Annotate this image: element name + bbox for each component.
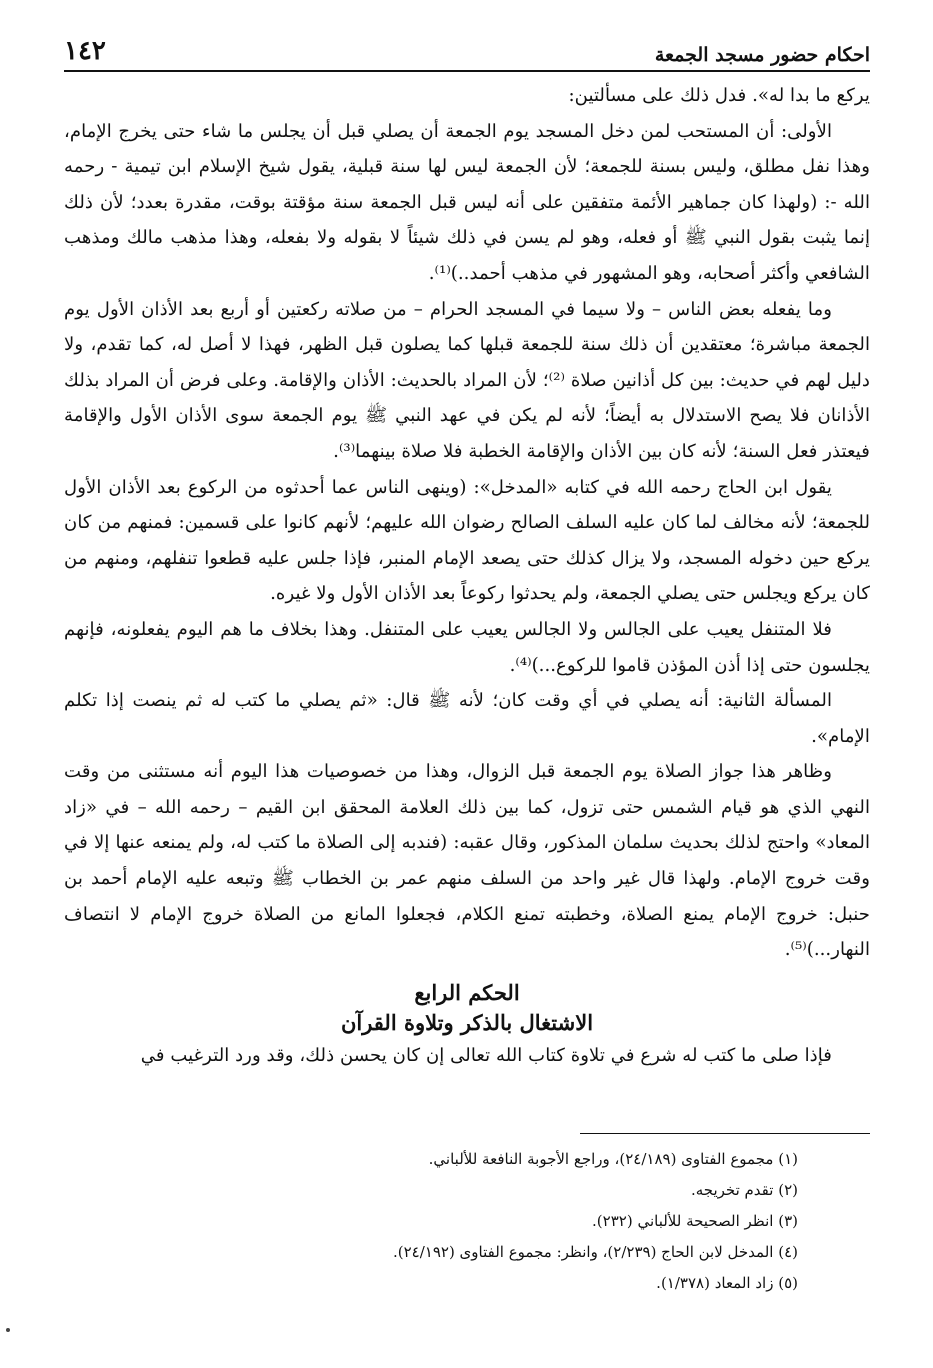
footnotes	[64, 1144, 870, 1299]
section-heading-title: الاشتغال بالذكر وتلاوة القرآن	[340, 1009, 594, 1035]
paragraph-zad-almaad: وظاهر هذا جواز الصلاة يوم الجمعة قبل الزوال، وهذا من خصوصيات هذا اليوم أنه مستثنى من وقت النهي الذي هو قيام الشمس حتى تزول، كما بين ذلك العلامة المحقق ابن القيم – رحمه الله – في «زاد المعاد» واحتج لذلك بحديث سلمان المذكور، وقال عقبه: (فندبه إلى الصلاة ما كتب له، ولم يمنعه عنها إلا في وقت خروج الإمام. ولهذا قال غير واحد من السلف منهم عمر بن الخطاب ﷺ وتبعه عليه الإمام أحمد بن حنبل: خروج الإمام يمنع الصلاة، وخطبته تمنع الكلام، فجعلوا المانع من الصلاة خروج الإمام لا انتصاف النهار...)⁽⁵⁾.	[64, 761, 870, 961]
running-title: احكام حضور مسجد الجمعة	[654, 44, 870, 66]
page-header	[64, 28, 870, 72]
footnote-item: (٥) زاد المعاد (١/٣٧٨).	[656, 1274, 798, 1293]
paragraph-ibn-alhajj: يقول ابن الحاج رحمه الله في كتابه «المدخل»: (وينهى الناس عما أحدثوه من الركوع بعد الأذان الأول للجمعة؛ لأنه مخالف لما كان عليه السلف الصالح رضوان الله عليهم؛ لأنهم كانوا على قسمين: فمنهم من كان يركع حين دخوله المسجد، ولا يزال كذلك حتى يصعد الإمام المنبر، فإذا جلس عليه قطعوا تنفلهم، ومنهم من كان يركع ويجلس حتى يصلي الجمعة، ولم يحدثوا ركوعاً بعد الأذان الأول ولا غيره.	[64, 476, 870, 605]
footnote-divider	[580, 1133, 870, 1134]
paragraph-common-practice: وما يفعله بعض الناس – ولا سيما في المسجد الحرام – من صلاته ركعتين أو أربع بعد الأذان الأول يوم الجمعة مباشرة؛ معتقدين أن ذلك سنة للجمعة قبلها كما يصلون قبل الظهر، فهذا لا أصل له، كما تقدم، ولا دليل لهم في حديث: بين كل أذانين صلاة ⁽²⁾؛ لأن المراد بالحديث: الأذان والإقامة. وعلى فرض أن المراد بذلك الأذانان فلا يصح الاستدلال به أيضاً؛ لأنه لم يكن في عهد النبي ﷺ يوم الجمعة سوى الأذان الأول والإقامة فيعتذر فعل السنة؛ لأنه كان بين الأذان والإقامة الخطبة فلا صلاة بينهما⁽³⁾.	[64, 298, 871, 462]
paragraph-closing: فإذا صلى ما كتب له شرع في تلاوة كتاب الله تعالى إن كان يحسن ذلك، وقد ورد الترغيب في	[140, 1044, 832, 1066]
footnote-item: (٢) تقدم تخريجه.	[690, 1181, 798, 1200]
footnote-item: (٣) انظر الصحيحة للألباني (٢٣٢).	[592, 1212, 798, 1231]
footnote-item: (١) مجموع الفتاوى (٢٤/١٨٩)، وراجع الأجوبة النافعة للألباني.	[428, 1150, 798, 1169]
footnote-item: (٤) المدخل لابن الحاج (٢/٢٣٩)، وانظر: مجموع الفتاوى (٢٤/١٩٢).	[392, 1243, 798, 1262]
book-page	[64, 28, 870, 1348]
paragraph-first-issue: الأولى: أن المستحب لمن دخل المسجد يوم الجمعة أن يصلي قبل أن يجلس ما شاء حتى يخرج الإمام، وهذا نفل مطلق، وليس بسنة للجمعة؛ لأن الجمعة ليس لها سنة قبلية، يقول شيخ الإسلام ابن تيمية - رحمه الله -: (ولهذا كان جماهير الأئمة متفقين على أنه ليس قبل الجمعة سنة مؤقتة بوقت، مقدرة بعدد؛ لأن ذلك إنما يثبت بقول النبي ﷺ أو فعله، وهو لم يسن في ذلك شيئاً لا بقوله ولا بفعله، وهذا مذهب مالك ومذهب الشافعي وأكثر أصحابه، وهو المشهور في مذهب أحمد..)⁽¹⁾.	[64, 120, 870, 284]
section-heading-number: الحكم الرابع	[414, 979, 520, 1005]
paragraph-ibn-alhajj-continued: فلا المتنفل يعيب على الجالس ولا الجالس يعيب على المتنفل. وهذا بخلاف ما هم اليوم يفعلونه، فإنهم يجلسون حتى إذا أذن المؤذن قاموا للركوع...)⁽⁴⁾.	[64, 618, 870, 676]
body-text	[64, 78, 870, 968]
paragraph-intro: يركع ما بدا له». فدل ذلك على مسألتين:	[568, 85, 870, 106]
page-number: ١٤٢	[64, 36, 106, 66]
scan-speck	[6, 1328, 10, 1332]
paragraph-second-issue: المسألة الثانية: أنه يصلي في أي وقت كان؛ لأنه ﷺ قال: «ثم يصلي ما كتب له ثم ينصت إذا تكلم الإمام».	[64, 690, 870, 747]
section-heading	[64, 978, 870, 1038]
